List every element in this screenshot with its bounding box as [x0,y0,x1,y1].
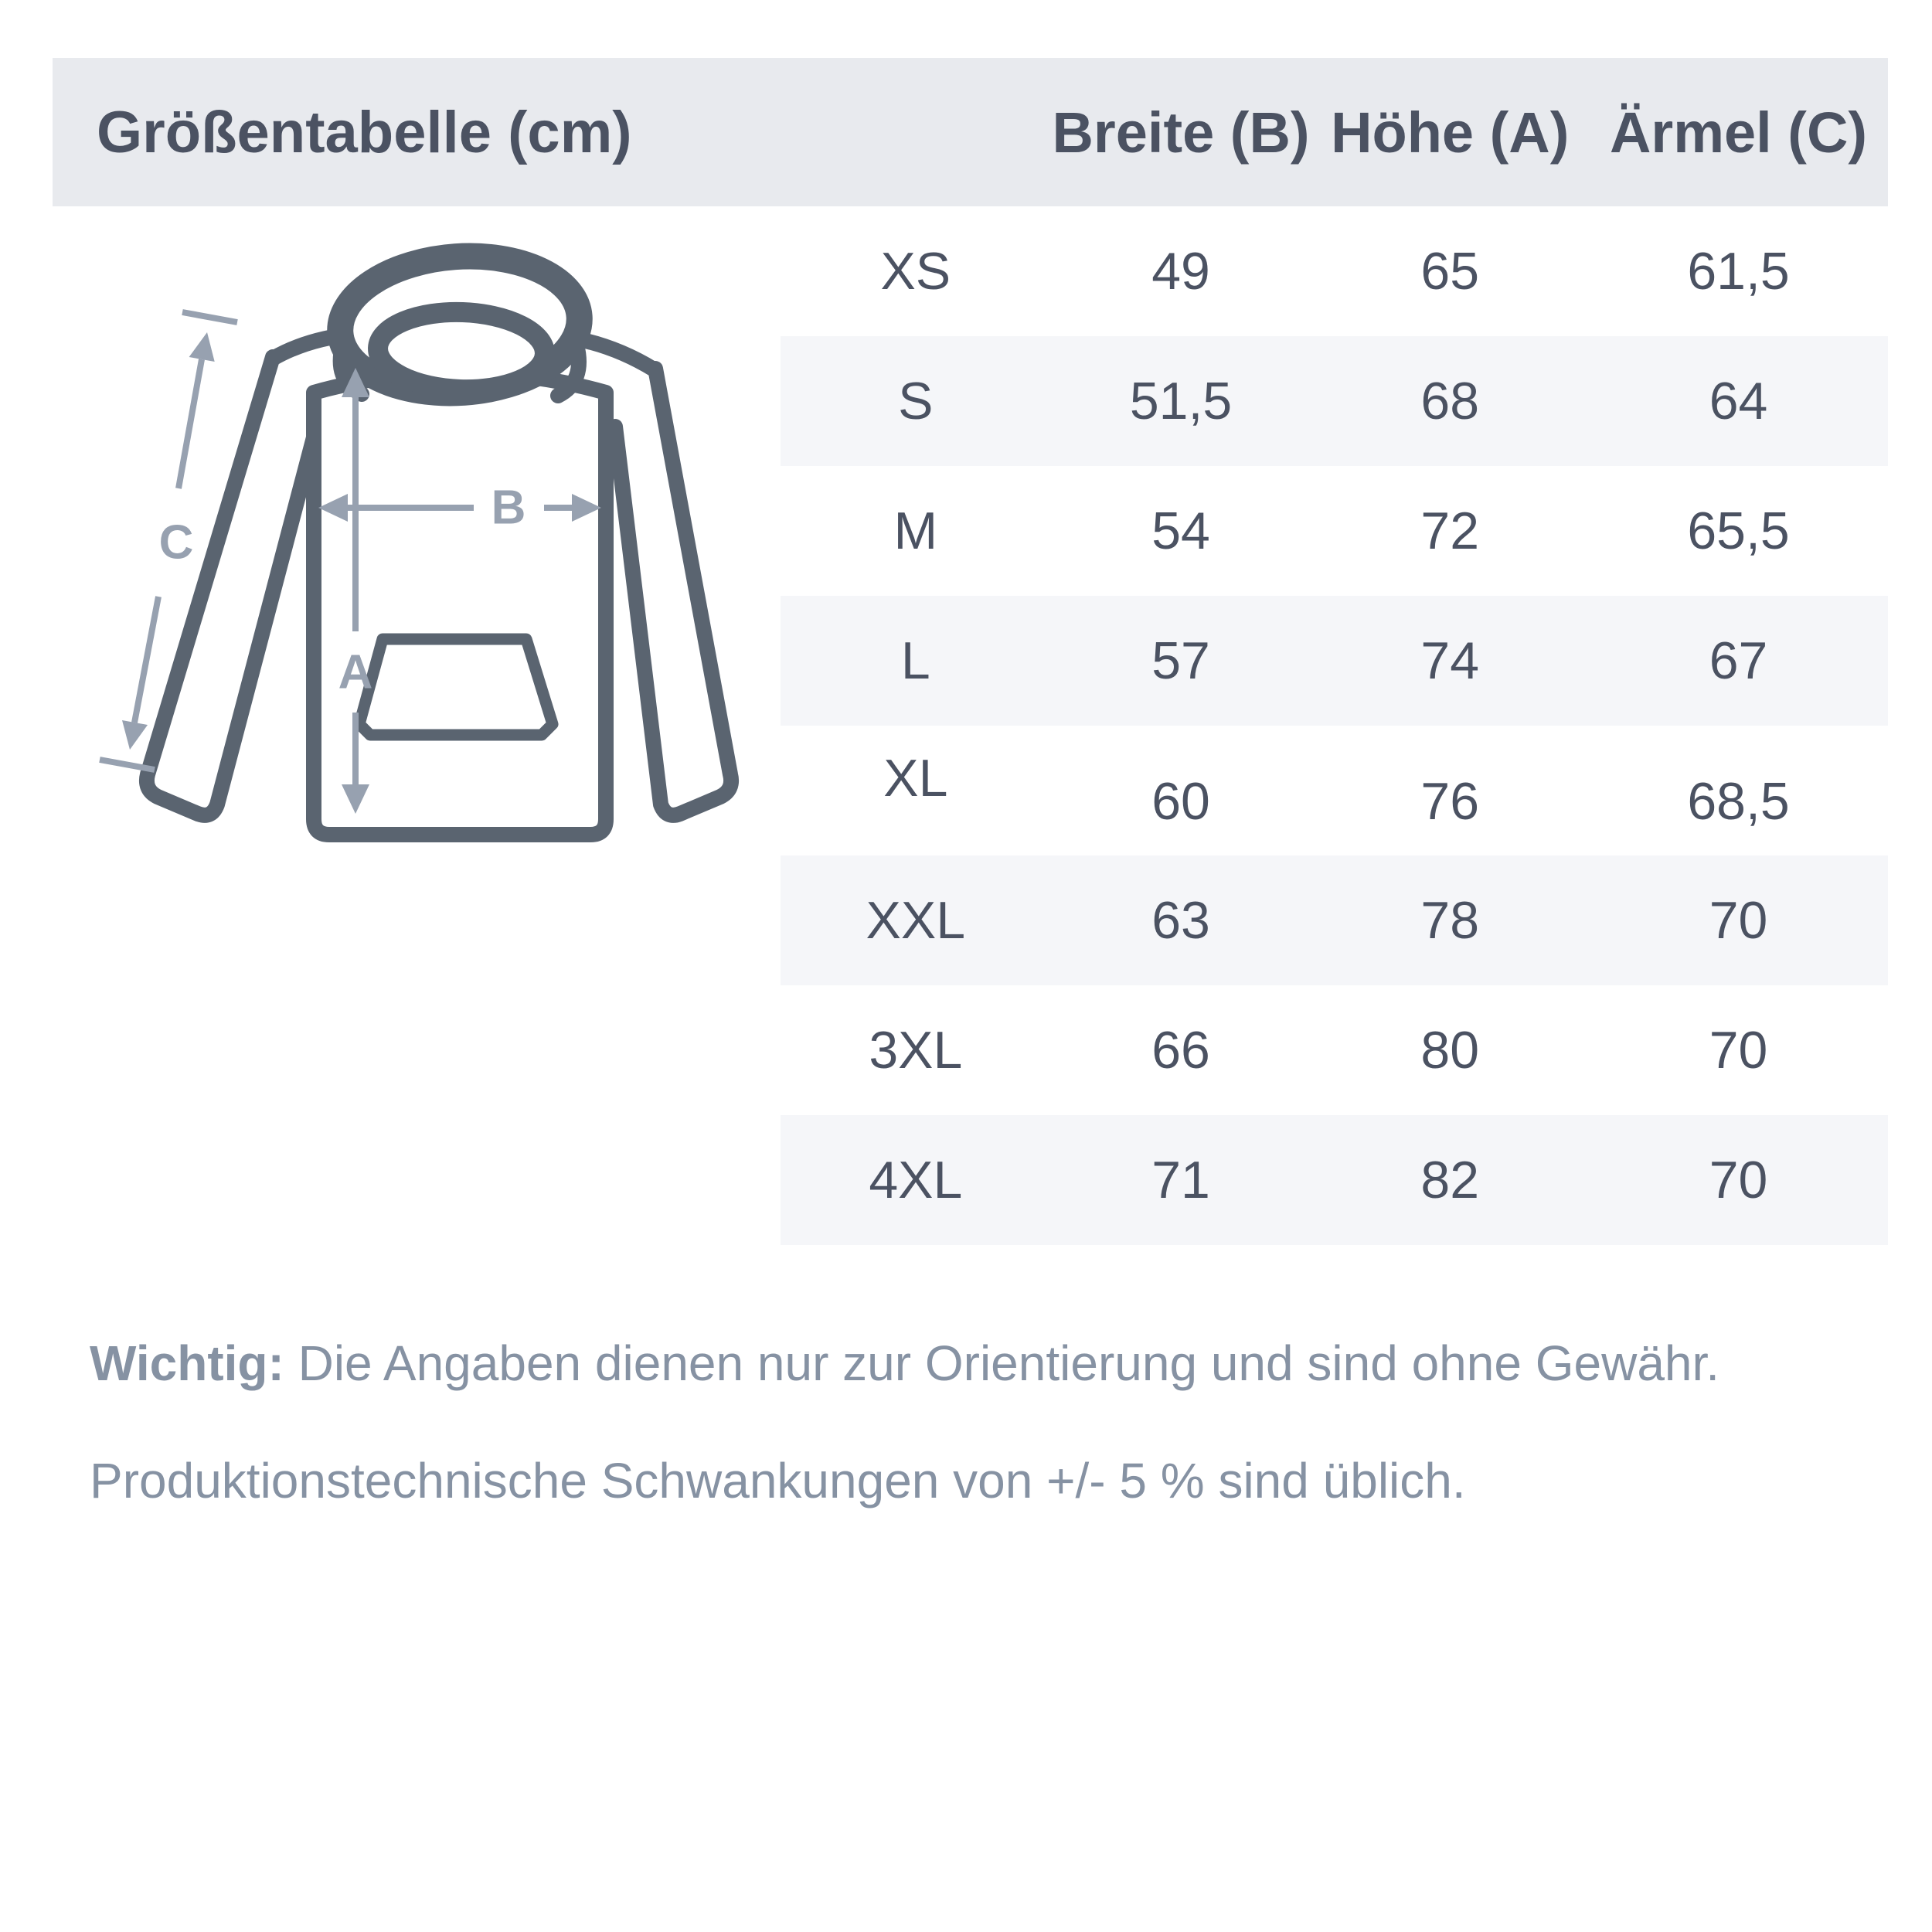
table-row [781,985,1888,1115]
breite-value: 71 [1151,1151,1210,1209]
label-a: A [338,645,373,699]
breite-value: 63 [1151,891,1210,950]
column-header-aermel: Ärmel (C) [1609,100,1868,165]
disclaimer-line2: Produktionstechnische Schwankungen von +/- 5 % sind üblich. [90,1453,1466,1509]
breite-value: 49 [1151,242,1210,301]
size-label: M [893,502,938,560]
right-sleeve [615,369,731,815]
hoehe-value: 78 [1420,891,1480,950]
size-label: 4XL [869,1151,963,1209]
hood [335,248,584,400]
page-title: Größentabelle (cm) [97,99,632,165]
hoodie-icon [83,241,794,859]
column-headers [781,58,1888,206]
hoehe-value: 65 [1420,242,1480,301]
hoehe-value: 74 [1420,631,1480,690]
aermel-value: 65,5 [1687,502,1790,560]
aermel-value: 61,5 [1687,242,1790,301]
size-label: XXL [866,891,966,950]
hood-inner-ring [376,309,546,392]
size-label: XS [880,242,951,301]
size-label: L [900,631,930,690]
breite-value: 60 [1151,772,1210,831]
table-row [781,336,1888,466]
table-row [781,726,1888,855]
column-header-hoehe: Höhe (A) [1331,100,1570,165]
aermel-value: 64 [1709,372,1768,430]
aermel-value: 68,5 [1687,772,1790,831]
breite-value: 66 [1151,1021,1210,1080]
pocket [359,639,553,735]
hoehe-value: 68 [1420,372,1480,430]
hoehe-value: 72 [1420,502,1480,560]
hoehe-value: 76 [1420,772,1480,831]
size-label: 3XL [869,1021,963,1080]
aermel-value: 70 [1709,891,1768,950]
size-chart-body [53,206,1888,1245]
left-sleeve [147,357,318,815]
size-label: XL [883,749,948,808]
table-row [781,206,1888,336]
disclaimer-bold: Wichtig: [90,1335,284,1391]
label-c: C [158,515,194,570]
size-chart-header [53,58,1888,206]
breite-value: 51,5 [1129,372,1233,430]
column-header-breite: Breite (B) [1052,100,1310,165]
disclaimer-note [90,1304,1867,1539]
aermel-value: 70 [1709,1151,1768,1209]
table-row [781,466,1888,596]
aermel-value: 70 [1709,1021,1768,1080]
size-label: S [898,372,934,430]
hoehe-value: 80 [1420,1021,1480,1080]
table-row [781,855,1888,985]
hoehe-value: 82 [1420,1151,1480,1209]
hoodie-measurement-diagram [53,206,781,886]
breite-value: 54 [1151,502,1210,560]
table-row [781,596,1888,726]
label-b: B [491,481,526,535]
breite-value: 57 [1151,631,1210,690]
disclaimer-line1: Die Angaben dienen nur zur Orientierung und sind ohne Gewähr. [284,1335,1720,1391]
aermel-value: 67 [1709,631,1768,690]
table-row [781,1115,1888,1245]
size-table [781,206,1888,1245]
